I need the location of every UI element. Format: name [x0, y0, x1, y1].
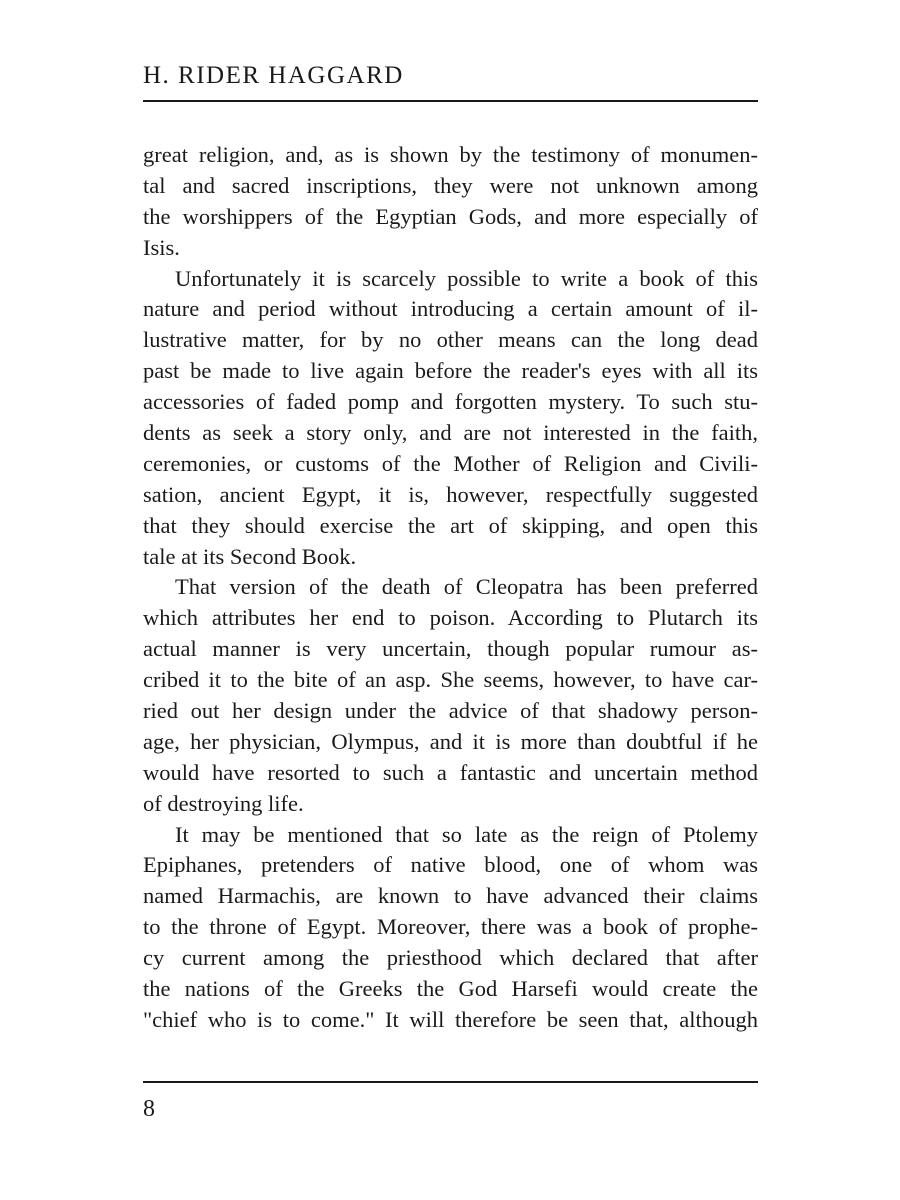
running-head: H. RIDER HAGGARD: [143, 62, 404, 89]
text-line: tale at its Second Book.: [143, 543, 357, 569]
text-line: Epiphanes, pretenders of native blood, one of whom was: [143, 852, 758, 878]
text-line: That version of the death of Cleopatra has been preferred: [175, 574, 758, 600]
text-line: Isis.: [143, 234, 180, 260]
text-line: ceremonies, or customs of the Mother of Religion and Civili-: [143, 450, 758, 476]
page-number: 8: [143, 1096, 155, 1122]
text-line: would have resorted to such a fantastic and uncertain method: [143, 759, 758, 785]
text-line: of destroying life.: [143, 790, 304, 816]
text-line: actual manner is very uncertain, though popular rumour as-: [143, 636, 758, 662]
text-line: accessories of faded pomp and forgotten mystery. To such stu-: [143, 389, 758, 415]
text-line: named Harmachis, are known to have advanced their claims: [143, 883, 758, 909]
text-line: ried out her design under the advice of that shadowy person-: [143, 698, 758, 724]
text-line: sation, ancient Egypt, it is, however, respectfully suggested: [143, 481, 758, 507]
text-line: age, her physician, Olympus, and it is more than doubtful if he: [143, 728, 758, 754]
text-line: dents as seek a story only, and are not interested in the faith,: [143, 420, 758, 446]
text-line: great religion, and, as is shown by the testimony of monumen-: [143, 142, 758, 167]
text-line: "chief who is to come." It will therefore be seen that, although: [143, 1006, 758, 1032]
footer-rule: [143, 1081, 758, 1083]
text-line: past be made to live again before the reader's eyes with all its: [143, 358, 758, 384]
body-text: [143, 140, 758, 1036]
text-line: tal and sacred inscriptions, they were not unknown among: [143, 172, 758, 198]
text-line: the nations of the Greeks the God Harsefi would create the: [143, 976, 758, 1002]
text-line: It may be mentioned that so late as the reign of Ptolemy: [175, 821, 758, 847]
text-line: to the throne of Egypt. Moreover, there was a book of prophe-: [143, 914, 758, 940]
text-line: cy current among the priesthood which declared that after: [143, 945, 758, 971]
text-line: which attributes her end to poison. According to Plutarch its: [143, 605, 758, 631]
text-line: nature and period without introducing a certain amount of il-: [143, 296, 758, 322]
header-rule: [143, 100, 758, 102]
text-line: cribed it to the bite of an asp. She seems, however, to have car-: [143, 667, 758, 693]
text-line: the worshippers of the Egyptian Gods, and more especially of: [143, 203, 758, 229]
text-line: that they should exercise the art of skipping, and open this: [143, 512, 758, 538]
text-line: Unfortunately it is scarcely possible to write a book of this: [175, 265, 758, 291]
text-line: lustrative matter, for by no other means can the long dead: [143, 327, 758, 353]
